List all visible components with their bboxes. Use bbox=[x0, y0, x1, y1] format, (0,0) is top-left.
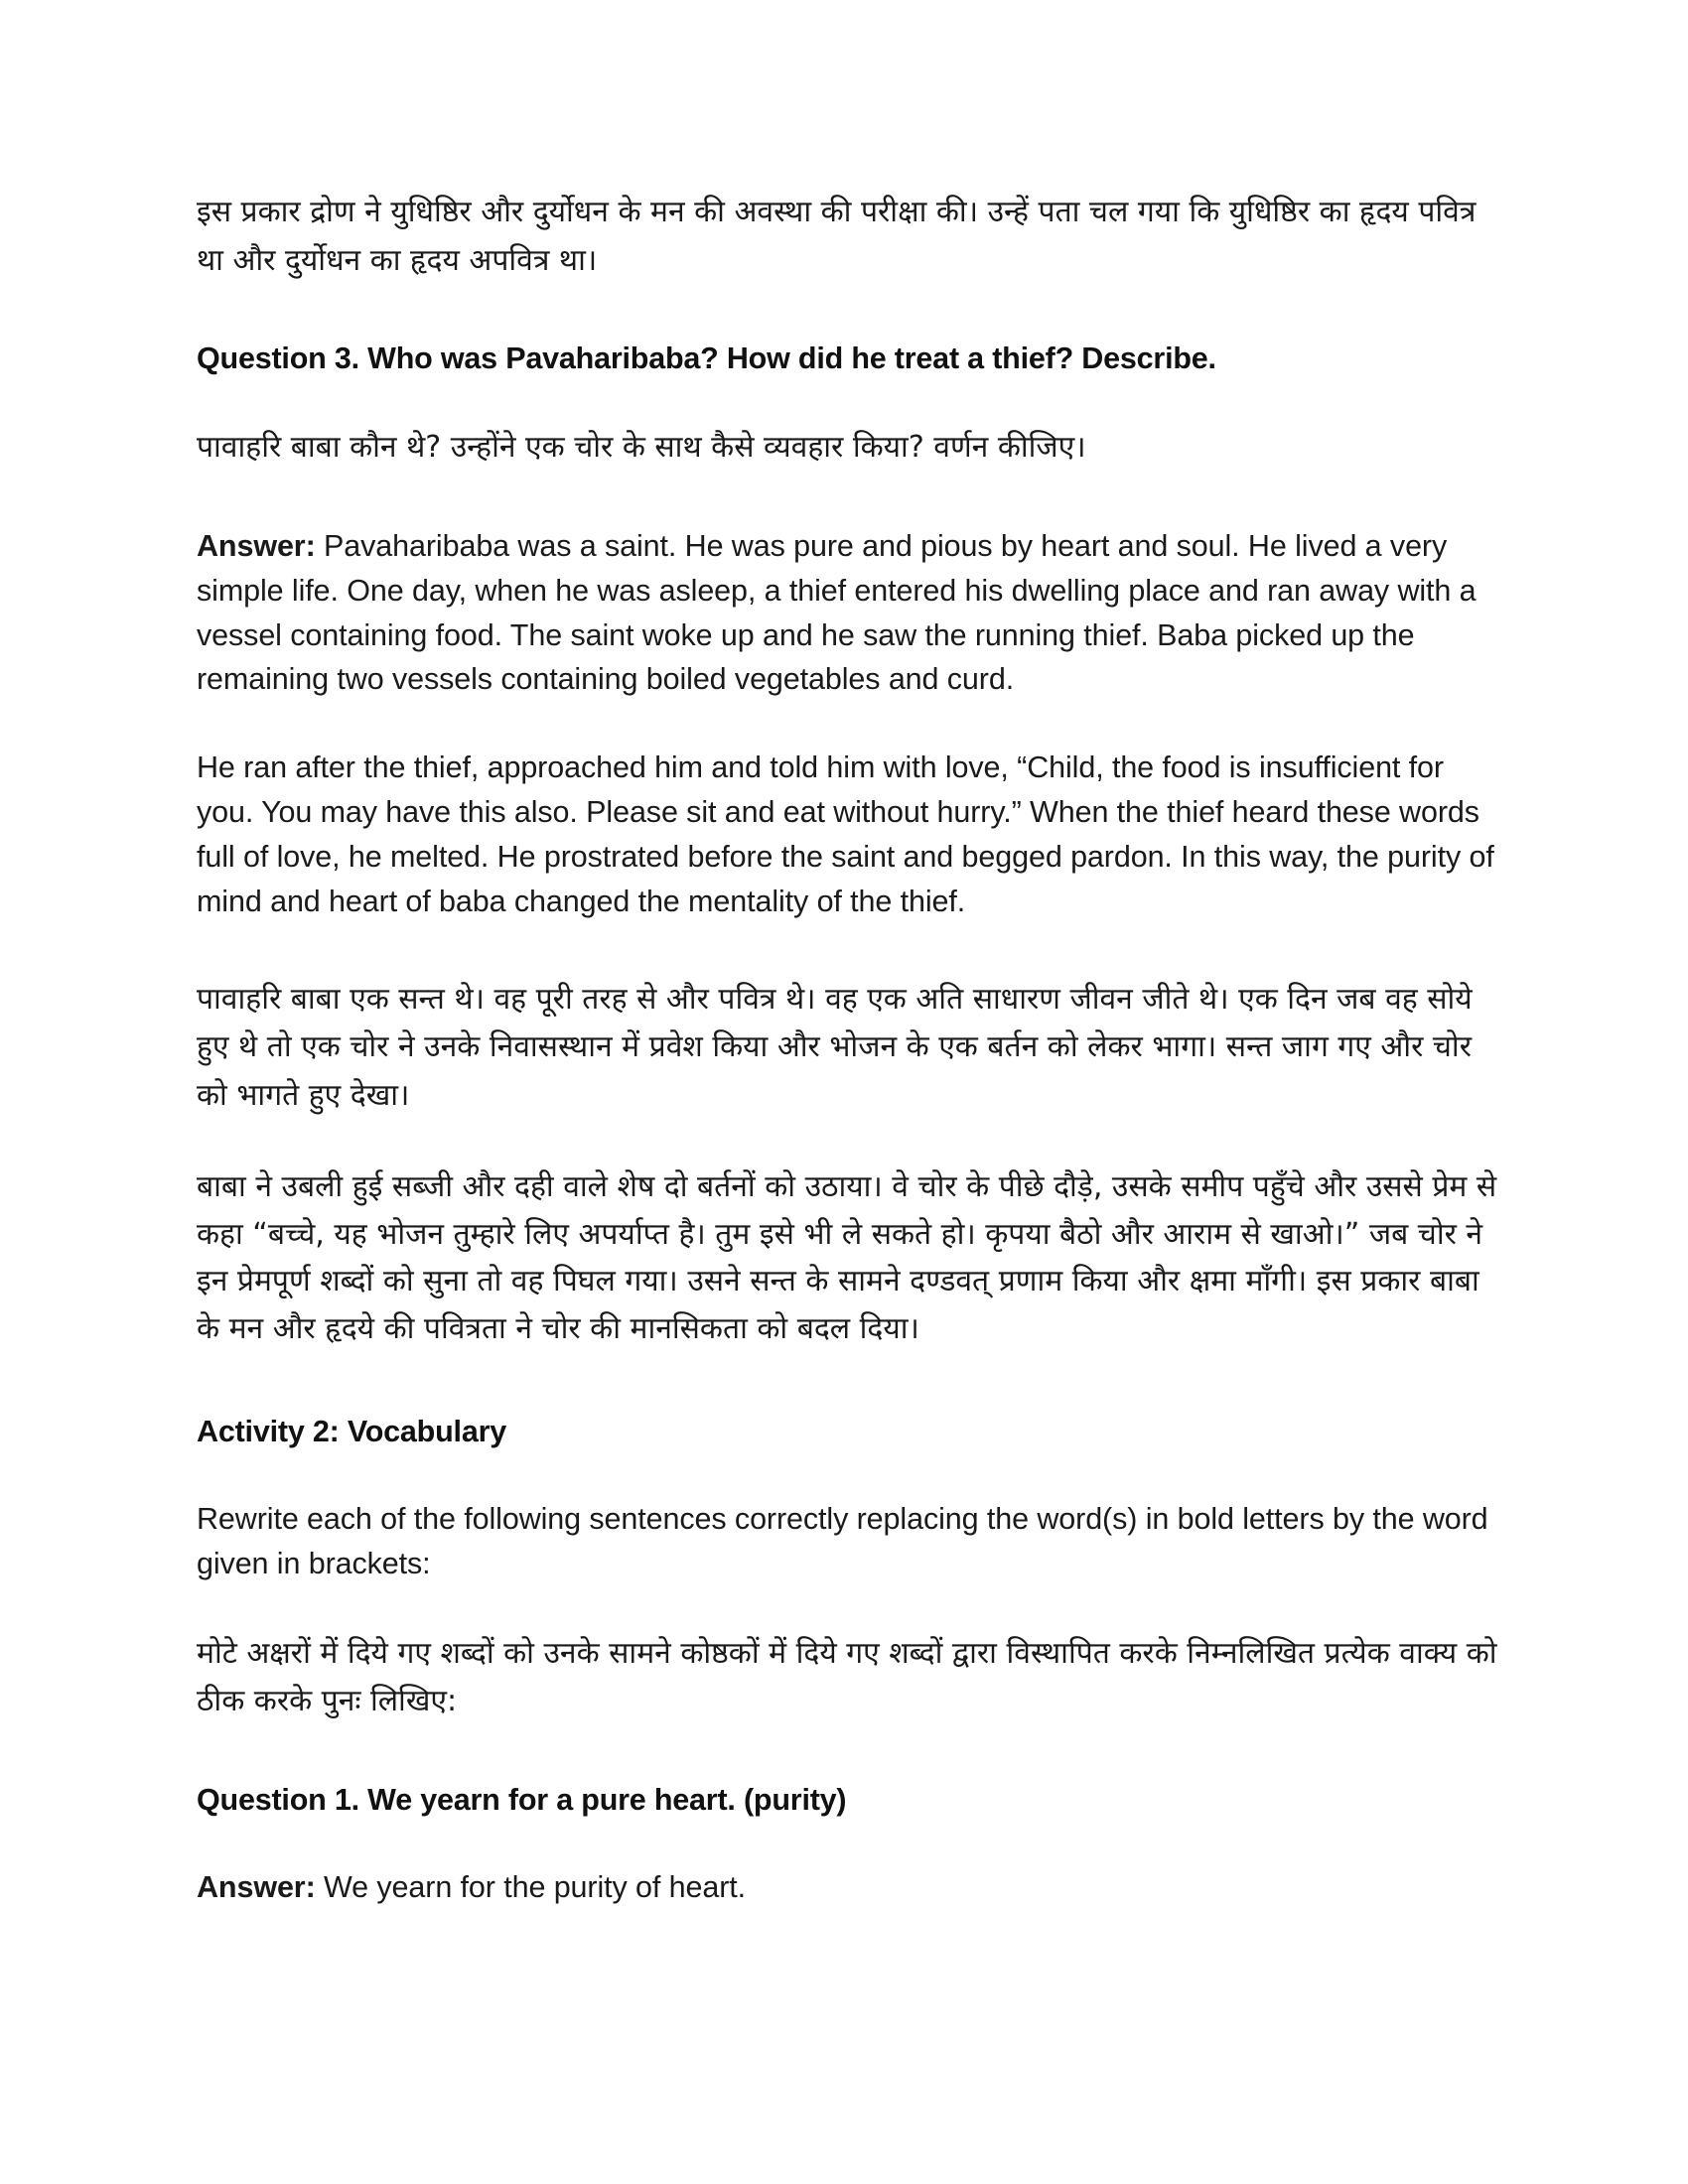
answer-3-hindi-paragraph-2: बाबा ने उबली हुई सब्जी और दही वाले शेष दो बर्तनों को उठाया। वे चोर के पीछे दौड़े, उसके समीप पहुँचे और उससे प्रेम से कहा “बच्चे, यह भोजन तुम्हारे लिए अपर्याप्त है। तुम इसे भी ले सकते हो। कृपया बैठो और आराम से खाओ।” जब चोर ने इन प्रेमपूर्ण शब्दों को सुना तो वह पिघल गया। उसने सन्त के सामने दण्डवत् प्रणाम किया और क्षमा माँगी। इस प्रकार बाबा के मन और हृदये की पवित्रता ने चोर की मानसिकता को बदल दिया। bbox=[197, 1169, 1497, 1346]
answer-label: Answer: bbox=[197, 529, 316, 563]
answer-1-english-text: We yearn for the purity of heart. bbox=[324, 1870, 747, 1905]
question-1-heading: Question 1. We yearn for a pure heart. (purity) bbox=[197, 1783, 847, 1818]
activity-2-instruction-hindi: मोटे अक्षरों में दिये गए शब्दों को उनके सामने कोष्ठकों में दिये गए शब्दों द्वारा विस्थापित करके निम्नलिखित प्रत्येक वाक्य को ठीक करके पुनः लिखिए: bbox=[197, 1635, 1497, 1719]
answer-3-english-text-1: Pavaharibaba was a saint. He was pure and pious by heart and soul. He lived a very simple life. One day, when he was asleep, a thief entered his dwelling place and ran away with a vessel containing food. The saint woke up and he saw the running thief. Baba picked up the remaining two vessels containing boiled vegetables and curd. bbox=[197, 529, 1477, 697]
answer-label: Answer: bbox=[197, 1870, 316, 1905]
activity-2-instruction-english: Rewrite each of the following sentences correctly replacing the word(s) in bold letters by the word given in brackets: bbox=[197, 1502, 1488, 1581]
intro-paragraph-hindi: इस प्रकार द्रोण ने युधिष्ठिर और दुर्योधन के मन की अवस्था की परीक्षा की। उन्हें पता चल गया कि युधिष्ठिर का हृदय पवित्र था और दुर्योधन का हृदय अपवित्र था। bbox=[197, 195, 1477, 278]
answer-3-english-paragraph-1 bbox=[197, 524, 1497, 702]
question-3-hindi: पावाहरि बाबा कौन थे? उन्होंने एक चोर के साथ कैसे व्यवहार किया? वर्णन कीजिए। bbox=[197, 430, 1086, 466]
document-body bbox=[197, 189, 1497, 1910]
answer-3-hindi-paragraph-1: पावाहरि बाबा एक सन्त थे। वह पूरी तरह से और पवित्र थे। वह एक अति साधारण जीवन जीते थे। एक दिन जब वह सोये हुए थे तो एक चोर ने उनके निवासस्थान में प्रवेश किया और भोजन के एक बर्तन को लेकर भागा। सन्त जाग गए और चोर को भागते हुए देखा। bbox=[197, 981, 1473, 1113]
activity-2-heading: Activity 2: Vocabulary bbox=[197, 1414, 507, 1448]
answer-1-english-paragraph bbox=[197, 1865, 1497, 1910]
question-3-heading: Question 3. Who was Pavaharibaba? How did he treat a thief? Describe. bbox=[197, 341, 1216, 376]
answer-3-english-paragraph-2: He ran after the thief, approached him and told him with love, “Child, the food is insufficient for you. You may have this also. Please sit and eat without hurry.” When the thief heard these words full of love, he melted. He prostrated before the saint and begged pardon. In this way, the purity of mind and heart of baba changed the mentality of the thief. bbox=[197, 751, 1494, 918]
